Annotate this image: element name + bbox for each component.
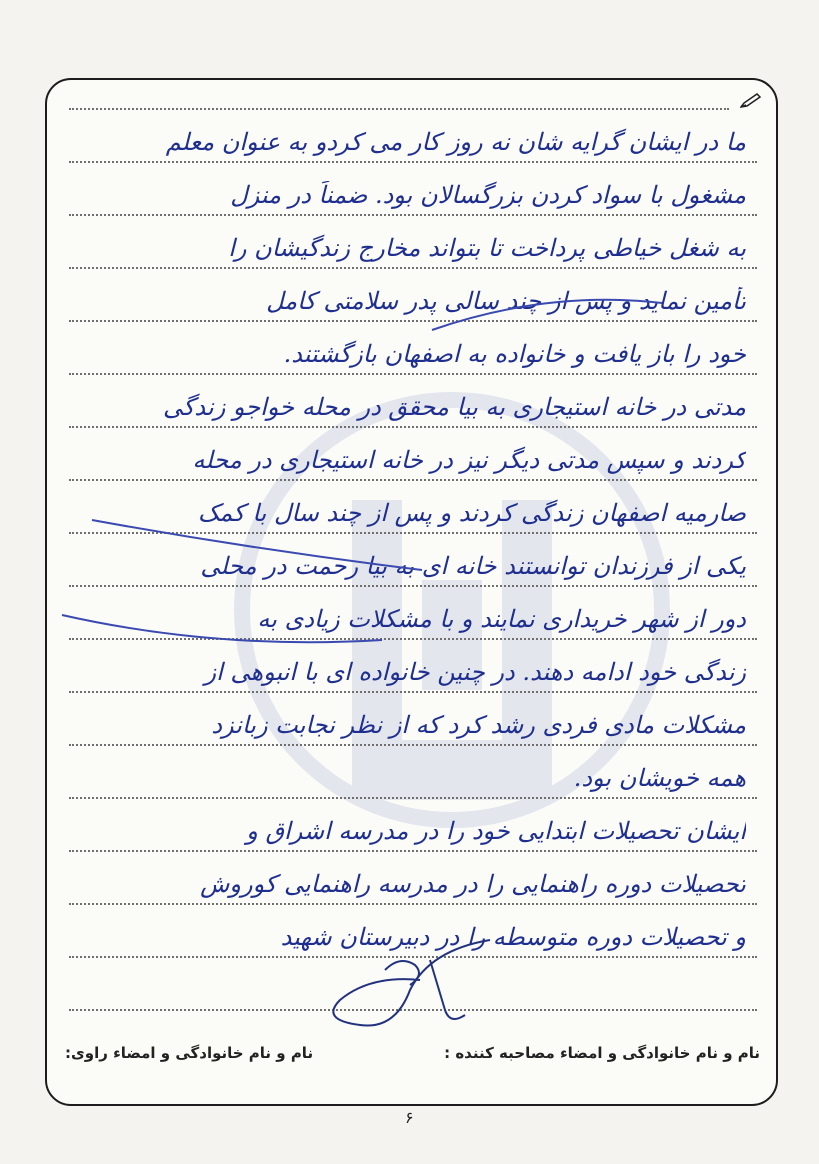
handwritten-line: به شغل خیاطی پرداخت تا بتواند مخارج زندگیشان را	[228, 234, 746, 262]
pen-icon	[740, 92, 762, 108]
ruled-line	[69, 797, 757, 799]
narrator-label: نام و نام خانوادگی و امضاء راوی:	[65, 1044, 314, 1062]
ruled-line	[69, 532, 757, 534]
handwritten-line: زندگی خود ادامه دهند. در چنین خانواده ای با انبوهی از	[204, 658, 746, 686]
handwritten-line: ما در ایشان گرایه شان نه روز کار می کردو به عنوان معلم	[165, 128, 746, 156]
interviewer-label: نام و نام خانوادگی و امضاء مصاحبه کننده :	[444, 1044, 760, 1062]
ruled-line	[69, 479, 757, 481]
handwritten-line: مشکلات مادی فردی رشد کرد که از نظر نجابت زبانزد	[211, 711, 746, 739]
handwritten-line: مدتی در خانه استیجاری به بیا محقق در محله خواجو زندگی	[163, 393, 746, 421]
ruled-line	[69, 691, 757, 693]
ruled-line	[69, 108, 729, 110]
ruled-line	[69, 373, 757, 375]
handwritten-line: تأمین نماید و پس از چند سالی پدر سلامتی کامل	[266, 287, 746, 315]
ruled-line	[69, 426, 757, 428]
handwritten-line: همه خویشان بود.	[573, 764, 746, 792]
handwritten-line: ایشان تحصیلات ابتدایی خود را در مدرسه اشراق و	[246, 817, 746, 845]
footer	[65, 1040, 760, 1070]
ruled-line	[69, 585, 757, 587]
ruled-line	[69, 744, 757, 746]
handwritten-line: کردند و سپس مدتی دیگر نیز در خانه استیجاری در محله	[192, 446, 746, 474]
handwritten-line: خود را باز یافت و خانواده به اصفهان بازگشتند.	[283, 340, 746, 368]
ruled-line	[69, 214, 757, 216]
ruled-line	[69, 850, 757, 852]
ruled-line	[69, 320, 757, 322]
ruled-line	[69, 267, 757, 269]
page-number: ۶	[405, 1108, 414, 1127]
handwritten-line: مشغول با سواد کردن بزرگسالان بود. ضمناً در منزل	[230, 181, 746, 209]
ruled-line	[69, 638, 757, 640]
handwritten-line: و تحصیلات دوره متوسطه را در دبیرستان شهید	[280, 923, 746, 951]
handwritten-line: تحصیلات دوره راهنمایی را در مدرسه راهنمایی کوروش	[200, 870, 746, 898]
ruled-line	[69, 161, 757, 163]
handwritten-line: یکی از فرزندان توانستند خانه ای به بیا رحمت در محلی	[200, 552, 746, 580]
ruled-line	[69, 903, 757, 905]
handwritten-line: صارمیه اصفهان زندگی کردند و پس از چند سال با کمک	[197, 499, 746, 527]
signature	[300, 930, 520, 1040]
handwritten-line: دور از شهر خریداری نمایند و با مشکلات زیادی به	[257, 605, 746, 633]
